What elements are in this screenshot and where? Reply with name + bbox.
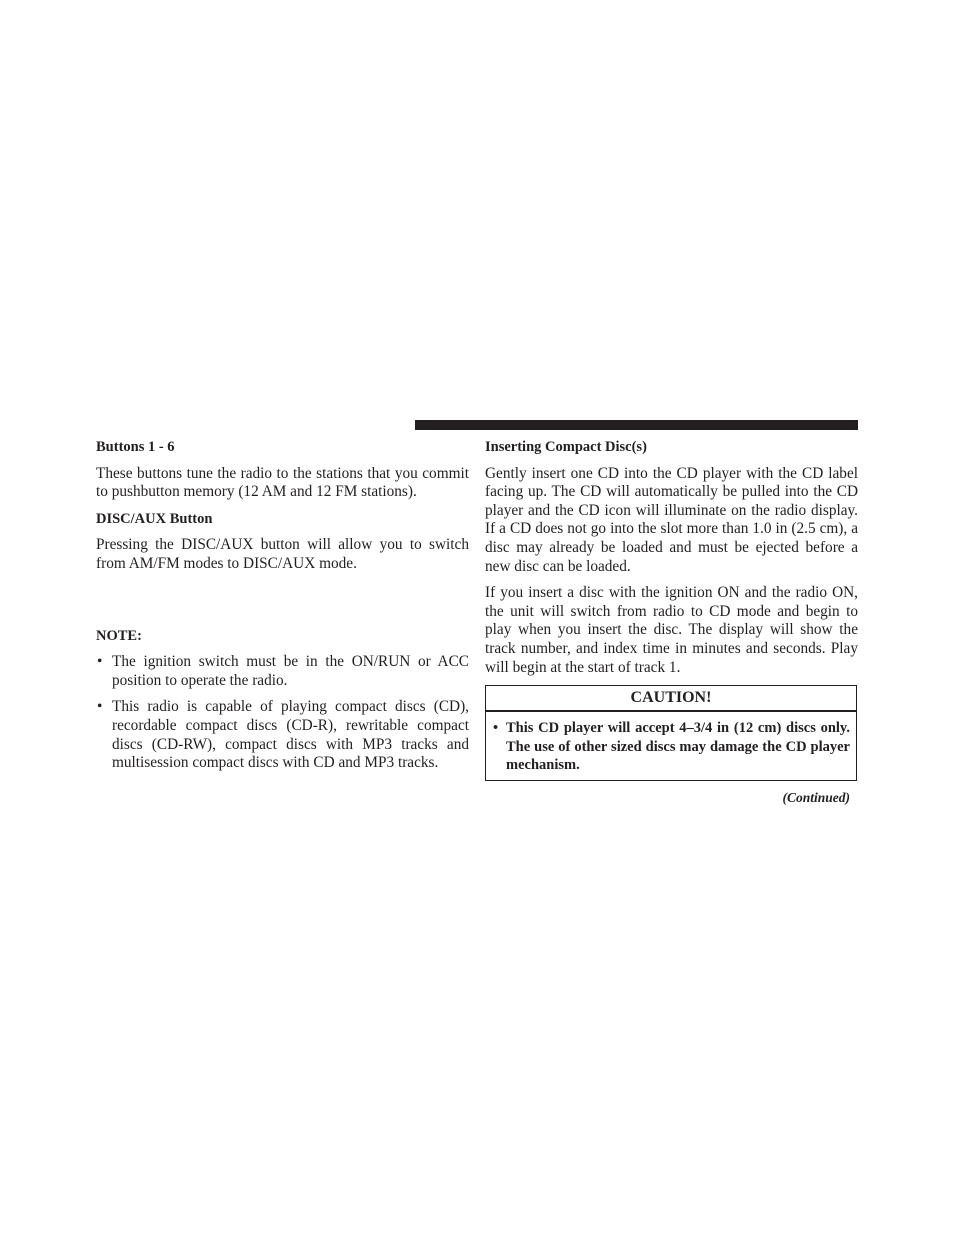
inserting-paragraph-1: Gently insert one CD into the CD player with the CD label facing up. The CD will automatically be pulled into the CD player and the CD icon will illuminate on the radio display. If a CD does not go into the slot more than 1.0 in (2.5 cm), a disc may already be loaded and must be ejected before a new disc can be loaded. bbox=[485, 464, 858, 575]
caution-box bbox=[485, 685, 857, 781]
list-item bbox=[96, 653, 469, 690]
caution-item-text: This CD player will accept 4–3/4 in (12 cm) discs only. The use of other sized discs may damage the CD player mechanism. bbox=[506, 720, 850, 774]
note-item-text: The ignition switch must be in the ON/RUN or ACC position to operate the radio. bbox=[112, 653, 469, 689]
buttons-heading: Buttons 1 - 6 bbox=[96, 439, 175, 455]
inserting-heading: Inserting Compact Disc(s) bbox=[485, 439, 647, 455]
list-item bbox=[492, 719, 850, 775]
disc-aux-paragraph: Pressing the DISC/AUX button will allow you to switch from AM/FM modes to DISC/AUX mode. bbox=[96, 536, 469, 572]
note-item-text: This radio is capable of playing compact discs (CD), recordable compact discs (CD-R), rewritable compact discs (CD-RW), compact discs with MP3 tracks and multisession compact discs with CD and MP3 tracks. bbox=[112, 698, 469, 772]
buttons-paragraph: These buttons tune the radio to the stations that you commit to pushbutton memory (12 AM and 12 FM stations). bbox=[96, 464, 469, 501]
disc-aux-heading: DISC/AUX Button bbox=[96, 510, 213, 527]
caution-body bbox=[486, 712, 856, 780]
inserting-paragraph-2: If you insert a disc with the ignition ON and the radio ON, the unit will switch from radio to CD mode and begin to play when you insert the disc. The display will show the track number, and index time in minutes and seconds. Play will begin at the start of track 1. bbox=[485, 584, 858, 676]
note-list bbox=[96, 653, 469, 773]
list-item bbox=[96, 698, 469, 772]
continued-label: (Continued) bbox=[782, 789, 850, 805]
section-header-bar bbox=[415, 420, 858, 430]
caution-title: CAUTION! bbox=[486, 686, 856, 712]
left-column bbox=[96, 438, 469, 781]
bullet-icon: • bbox=[97, 698, 103, 716]
bullet-icon: • bbox=[493, 720, 499, 737]
bullet-icon: • bbox=[97, 653, 103, 671]
right-column bbox=[485, 438, 858, 808]
note-heading: NOTE: bbox=[96, 627, 142, 644]
spacer bbox=[96, 582, 469, 627]
